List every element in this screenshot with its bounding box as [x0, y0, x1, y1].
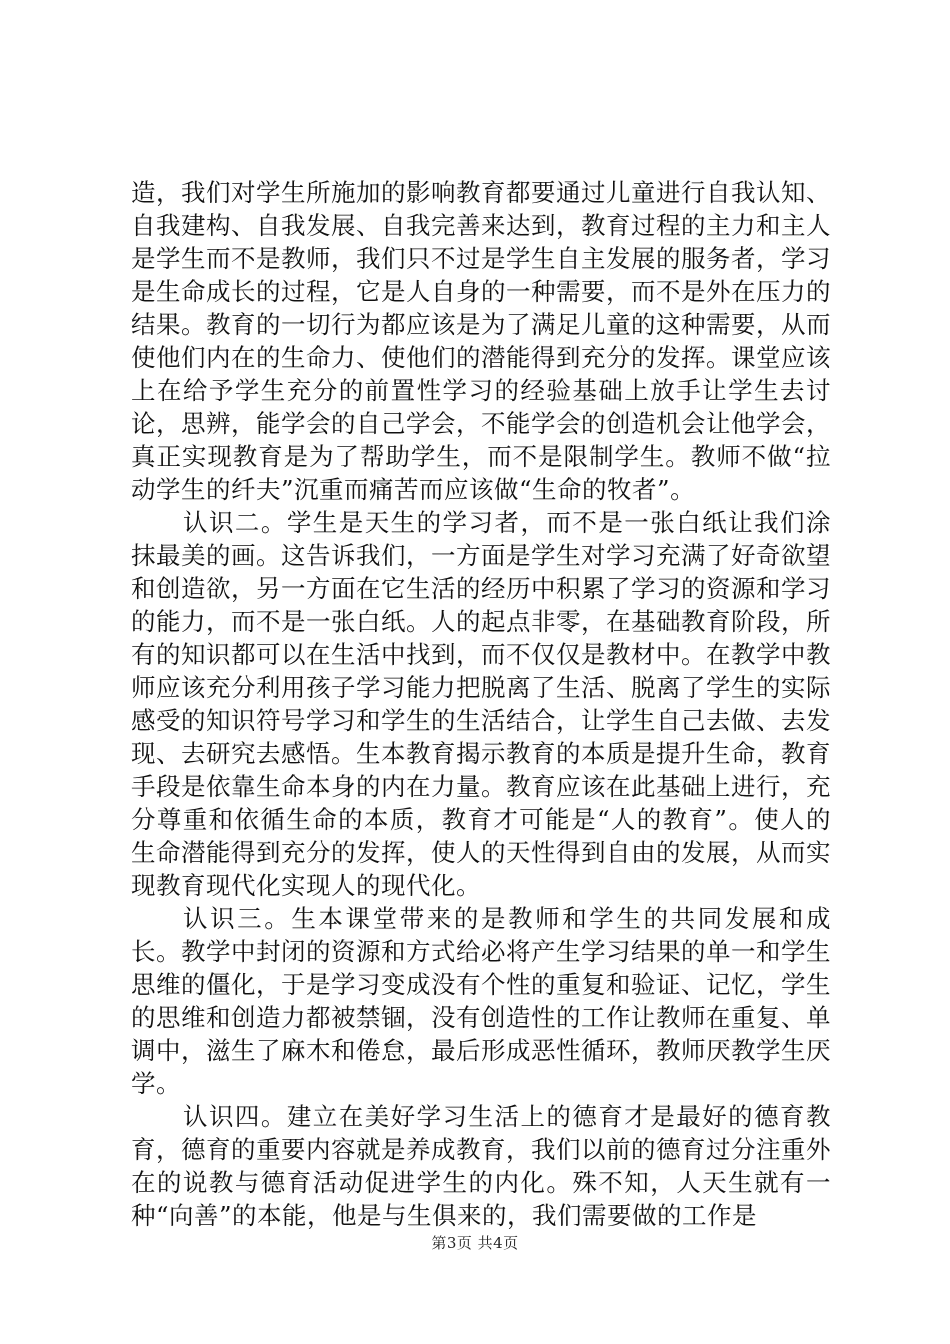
- paragraph-continuation: 造，我们对学生所施加的影响教育都要通过儿童进行自我认知、自我建构、自我发展、自我完善来达到，教育过程的主力和主人是学生而不是教师，我们只不过是学生自主发展的服务者，学习是生命成长的过程，它是人自身的一种需要，而不是外在压力的结果。教育的一切行为都应该是为了满足儿童的这种需要，从而使他们内在的生命力、使他们的潜能得到充分的发挥。课堂应该上在给予学生充分的前置性学习的经验基础上放手让学生去讨论，思辨，能学会的自己学会，不能学会的创造机会让他学会，真正实现教育是为了帮助学生，而不是限制学生。教师不做“拉动学生的纤夫”沉重而痛苦而应该做“生命的牧者”。: [131, 178, 831, 504]
- page-number: 第3页 共4页: [431, 1234, 519, 1252]
- paragraph-understanding-three: 认识三。生本课堂带来的是教师和学生的共同发展和成长。教学中封闭的资源和方式给必将产生学习结果的单一和学生思维的僵化，于是学习变成没有个性的重复和验证、记忆，学生的思维和创造力都被禁锢，没有创造性的工作让教师在重复、单调中，滋生了麻木和倦怠，最后形成恶性循环，教师厌教学生厌学。: [131, 904, 831, 1098]
- paragraph-understanding-four: 认识四。建立在美好学习生活上的德育才是最好的德育教育，德育的重要内容就是养成教育，我们以前的德育过分注重外在的说教与德育活动促进学生的内化。殊不知，人天生就有一种“向善”的本能，他是与生俱来的，我们需要做的工作是: [131, 1102, 831, 1230]
- paragraph-understanding-two: 认识二。学生是天生的学习者，而不是一张白纸让我们涂抹最美的画。这告诉我们，一方面是学生对学习充满了好奇欲望和创造欲，另一方面在它生活的经历中积累了学习的资源和学习的能力，而不是一张白纸。人的起点非零，在基础教育阶段，所有的知识都可以在生活中找到，而不仅仅是教材中。在教学中教师应该充分利用孩子学习能力把脱离了生活、脱离了学生的实际感受的知识符号学习和学生的生活结合，让学生自己去做、去发现、去研究去感悟。生本教育揭示教育的本质是提升生命，教育手段是依靠生命本身的内在力量。教育应该在此基础上进行，充分尊重和依循生命的本质，教育才可能是“人的教育”。使人的生命潜能得到充分的发挥，使人的天性得到自由的发展，从而实现教育现代化实现人的现代化。: [131, 508, 831, 900]
- page-footer: [0, 1233, 950, 1253]
- document-body: [131, 176, 831, 1232]
